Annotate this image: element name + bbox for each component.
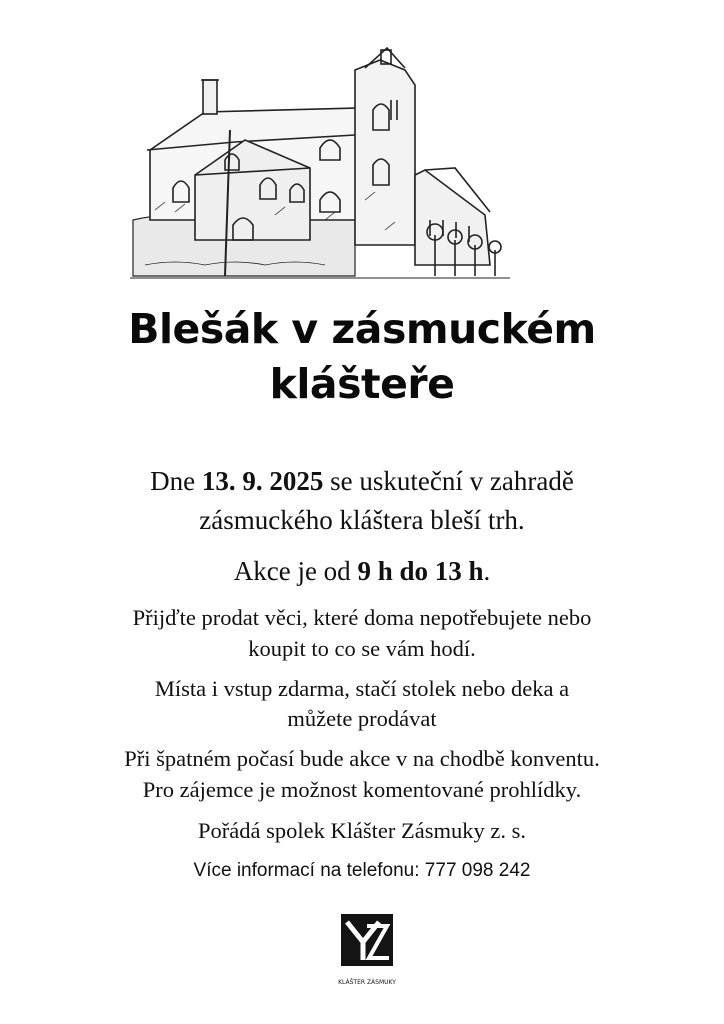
poster-title-line-2: klášteře	[269, 360, 455, 408]
event-time-line: Akce je od 9 h do 13 h.	[233, 556, 491, 586]
paragraph-free-line-1: Místa i vstup zdarma, stačí stolek nebo deka a	[154, 676, 570, 701]
paragraph-sell-line-2: koupit to co se vám hodí.	[248, 636, 476, 661]
poster-title-line-1: Blešák v zásmuckém	[128, 305, 596, 353]
paragraph-sell-line-1: Přijďte prodat věci, které doma nepotřebujete nebo	[132, 605, 592, 630]
contact-line: Více informací na telefonu: 777 098 242	[193, 860, 531, 881]
organizer-line: Pořádá spolek Klášter Zásmuky z. s.	[197, 818, 527, 843]
logo-caption: KLÁŠTER ZÁSMUKY	[338, 979, 396, 986]
paragraph-weather-line-2: Pro zájemce je možnost komentované prohlídky.	[142, 777, 582, 802]
klaster-zasmuky-logo	[333, 912, 401, 984]
paragraph-free-line-2: můžete prodávat	[287, 706, 437, 731]
intro-line-1: Dne 13. 9. 2025 se uskuteční v zahradě	[150, 466, 574, 496]
intro-line-2: zásmuckého kláštera bleší trh.	[199, 505, 525, 535]
monastery-sketch-icon	[125, 40, 515, 280]
event-time: 9 h do 13 h	[357, 556, 484, 586]
klaster-zasmuky-logo-icon	[333, 912, 401, 972]
paragraph-weather-line-1: Při špatném počasí bude akce v na chodbě konventu.	[124, 746, 600, 771]
event-date: 13. 9. 2025	[201, 466, 324, 496]
